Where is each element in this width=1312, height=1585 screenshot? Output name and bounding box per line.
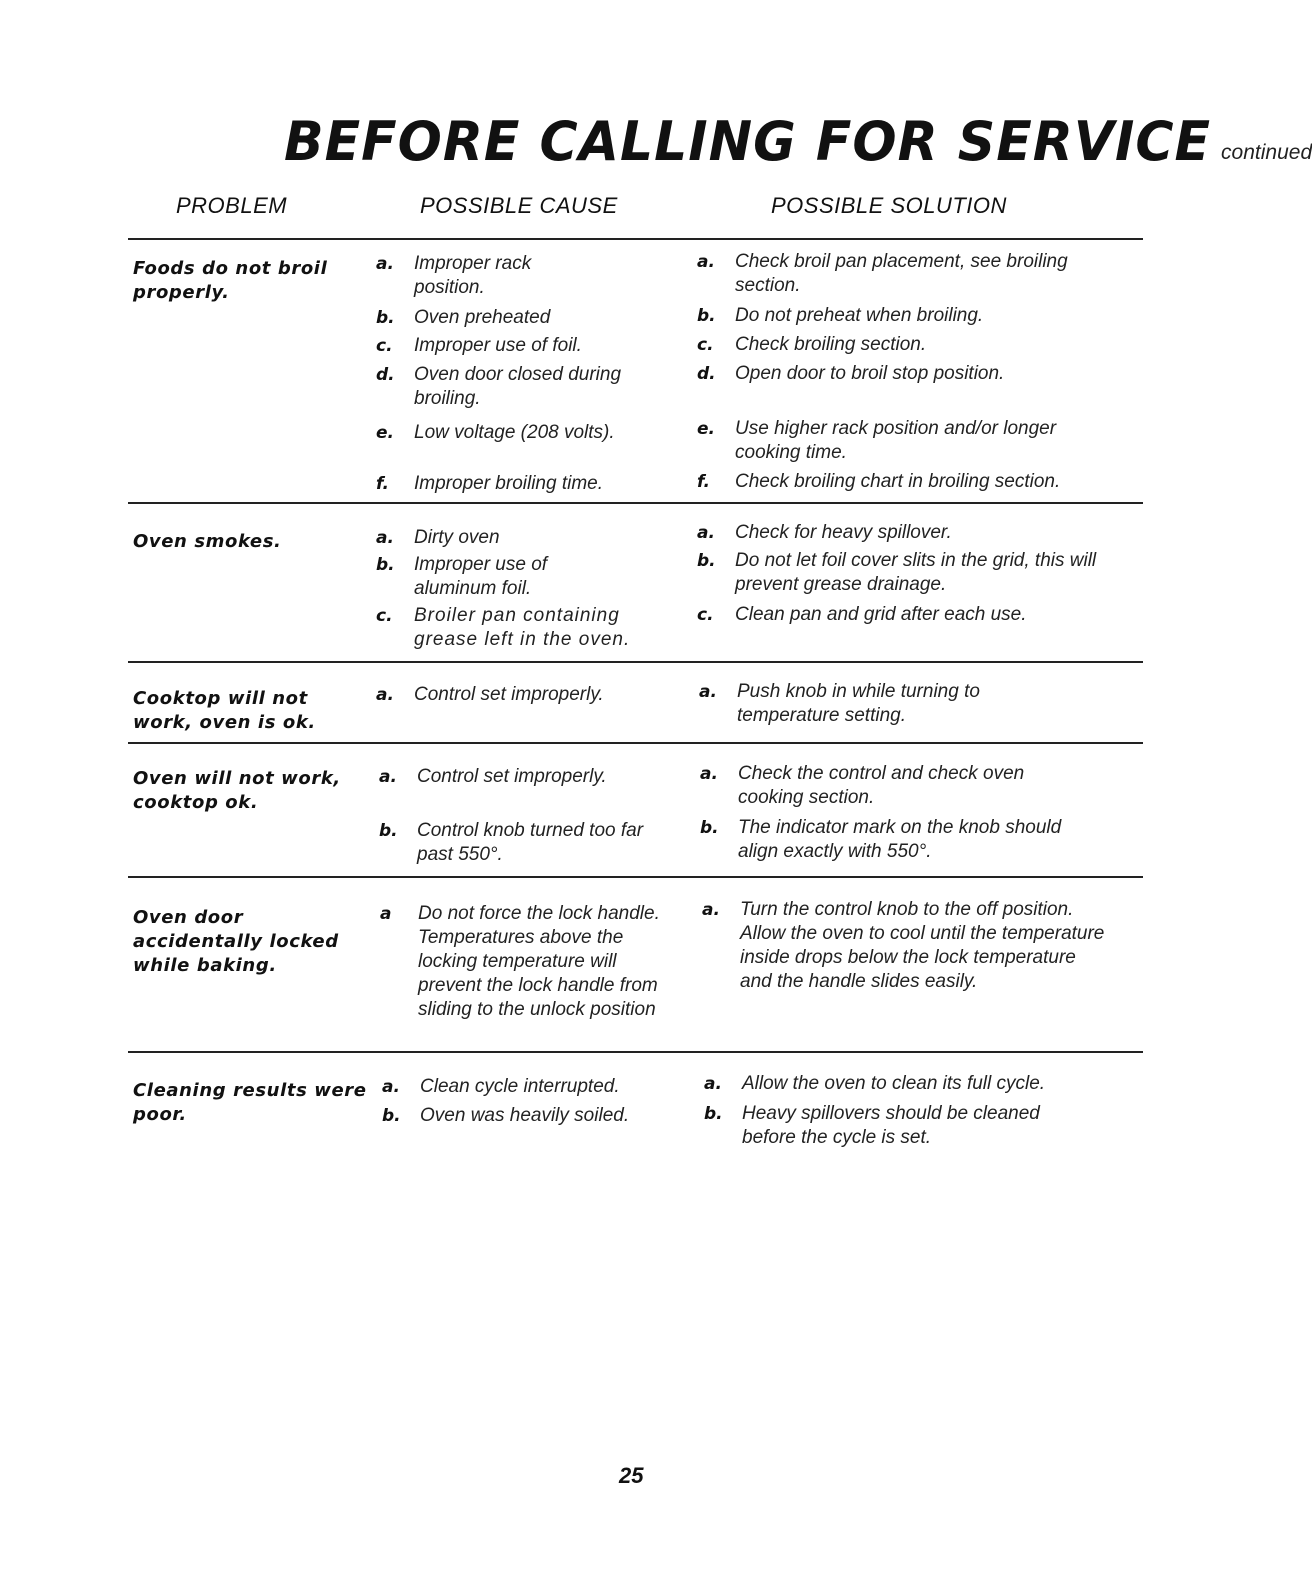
- item-marker: c.: [697, 335, 714, 355]
- problem-label: Cleaning results were poor.: [133, 1080, 367, 1125]
- header-divider: [128, 238, 1143, 240]
- item-text: Open door to broil stop position.: [735, 363, 1005, 384]
- item-text: Heavy spillovers should be cleaned before the cycle is set.: [742, 1103, 1040, 1148]
- cause-item: [382, 1075, 620, 1099]
- cause-item: [376, 334, 582, 358]
- problem-label: Oven smokes.: [133, 531, 282, 552]
- item-marker: b.: [379, 821, 398, 841]
- item-text: Improper use of foil.: [414, 335, 582, 356]
- item-marker: e.: [376, 423, 394, 443]
- item-marker: a.: [704, 1074, 722, 1094]
- cause-item: [379, 765, 607, 789]
- cause-item: [380, 902, 678, 1022]
- solution-item: [697, 549, 1105, 597]
- item-marker: b.: [376, 555, 395, 575]
- page-title: [284, 112, 1312, 172]
- cause-item: [376, 472, 603, 496]
- item-text: Use higher rack position and/or longer cooking time.: [735, 418, 1057, 463]
- item-text: Control knob turned too far past 550°.: [417, 820, 644, 865]
- item-marker: b.: [376, 308, 395, 328]
- problem-label: Foods do not broil properly.: [133, 258, 328, 303]
- item-marker: a: [380, 904, 392, 924]
- solution-item: [697, 603, 1027, 627]
- item-text: Clean pan and grid after each use.: [735, 604, 1027, 625]
- problem-label: Oven will not work, cooktop ok.: [133, 768, 341, 813]
- solution-item: [700, 816, 1098, 864]
- solution-item: [699, 680, 1027, 728]
- item-marker: a.: [702, 900, 720, 920]
- problem-label: Oven door accidentally locked while baking.: [133, 907, 339, 976]
- item-marker: f.: [376, 474, 389, 494]
- item-text: Oven was heavily soiled.: [420, 1105, 630, 1126]
- cause-item: [376, 683, 604, 707]
- cause-item: [376, 306, 550, 330]
- item-text: Do not force the lock handle. Temperatures above the locking temperature will prevent the lock handle from sliding to the unlock position: [418, 903, 660, 1020]
- cause-item: [382, 1104, 629, 1128]
- item-marker: a.: [697, 523, 715, 543]
- cause-item: [379, 819, 667, 867]
- item-marker: f.: [697, 472, 710, 492]
- item-text: Clean cycle interrupted.: [420, 1076, 620, 1097]
- item-text: Control set improperly.: [414, 684, 604, 705]
- item-marker: d.: [697, 364, 716, 384]
- row-divider: [128, 502, 1143, 504]
- item-text: Do not preheat when broiling.: [735, 305, 984, 326]
- item-text: Check broiling chart in broiling section.: [735, 471, 1061, 492]
- row-divider: [128, 1051, 1143, 1053]
- item-text: Improper broiling time.: [414, 473, 604, 494]
- item-text: Allow the oven to clean its full cycle.: [742, 1073, 1046, 1094]
- solution-item: [697, 521, 952, 545]
- item-marker: b.: [700, 818, 719, 838]
- item-marker: a.: [379, 767, 397, 787]
- item-marker: a.: [700, 764, 718, 784]
- item-marker: a.: [376, 254, 394, 274]
- item-marker: c.: [697, 605, 714, 625]
- item-marker: a.: [376, 685, 394, 705]
- solution-item: [700, 762, 1068, 810]
- solution-item: [697, 417, 1095, 465]
- item-text: Low voltage (208 volts).: [414, 422, 615, 443]
- header-possible-solution: POSSIBLE SOLUTION: [771, 193, 1007, 218]
- item-text: Turn the control knob to the off position. Allow the oven to cool until the temperature inside drops below the lock temperature and the handle slides easily.: [740, 899, 1105, 992]
- cause-item: [376, 363, 654, 411]
- item-text: Push knob in while turning to temperature setting.: [737, 681, 980, 726]
- solution-item: [697, 470, 1060, 494]
- item-text: Improper use of aluminum foil.: [414, 554, 548, 599]
- solution-item: [704, 1102, 1072, 1150]
- item-marker: d.: [376, 365, 395, 385]
- title-main: BEFORE CALLING FOR SERVICE: [284, 110, 1212, 174]
- item-text: Oven door closed during broiling.: [414, 364, 622, 409]
- item-text: Check for heavy spillover.: [735, 522, 952, 543]
- header-problem: PROBLEM: [176, 193, 288, 218]
- cause-item: [376, 252, 544, 300]
- item-marker: e.: [697, 419, 715, 439]
- item-text: Check broil pan placement, see broiling section.: [735, 251, 1068, 296]
- solution-item: [697, 250, 1115, 298]
- item-text: Improper rack position.: [414, 253, 532, 298]
- item-marker: a.: [699, 682, 717, 702]
- title-continued: continued: [1221, 141, 1312, 164]
- page-number: 25: [619, 1463, 644, 1488]
- cause-item: [376, 421, 615, 445]
- cause-item: [376, 553, 574, 601]
- item-marker: b.: [697, 551, 716, 571]
- cause-item: [376, 526, 500, 550]
- solution-item: [697, 362, 1004, 386]
- row-divider: [128, 742, 1143, 744]
- solution-item: [702, 898, 1105, 994]
- item-marker: a.: [382, 1077, 400, 1097]
- item-text: Broiler pan containing grease left in the oven.: [414, 605, 631, 650]
- solution-item: [704, 1072, 1045, 1096]
- header-possible-cause: POSSIBLE CAUSE: [420, 193, 618, 218]
- item-marker: c.: [376, 336, 393, 356]
- item-marker: b.: [697, 306, 716, 326]
- item-marker: b.: [704, 1104, 723, 1124]
- row-divider: [128, 661, 1143, 663]
- item-text: Check the control and check oven cooking section.: [738, 763, 1025, 808]
- item-text: Check broiling section.: [735, 334, 927, 355]
- solution-item: [697, 304, 983, 328]
- item-marker: b.: [382, 1106, 401, 1126]
- item-text: Control set improperly.: [417, 766, 607, 787]
- item-text: The indicator mark on the knob should align exactly with 550°.: [738, 817, 1062, 862]
- item-marker: a.: [697, 252, 715, 272]
- solution-item: [697, 333, 926, 357]
- item-marker: a.: [376, 528, 394, 548]
- row-divider: [128, 876, 1143, 878]
- cause-item: [376, 604, 664, 652]
- item-text: Dirty oven: [414, 527, 500, 548]
- item-text: Oven preheated: [414, 307, 551, 328]
- item-marker: c.: [376, 606, 393, 626]
- problem-label: Cooktop will not work, oven is ok.: [133, 688, 316, 733]
- item-text: Do not let foil cover slits in the grid, this will prevent grease drainage.: [735, 550, 1097, 595]
